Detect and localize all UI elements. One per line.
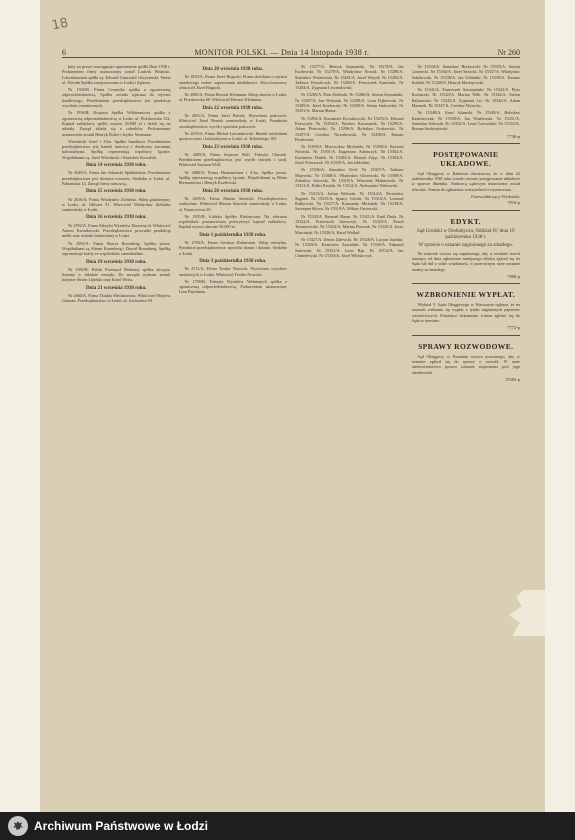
- section-subtitle: Sąd Grodzki w Drohobyczu, Oddział IV, dnia 19 października 1938 r.: [416, 228, 515, 240]
- notice-paragraph: Nr 1920/B. Firma Ceramika spółka z ograniczoną odpowiedzialnością. Spółka została wpisana do rejestru handlowego. Przedmiotem przedsiębiorstwa jest produkcja wyrobów ceramicznych.: [62, 87, 171, 109]
- date-heading: Dnia 26 września 1938 roku.: [202, 188, 264, 194]
- section-subtitle: W sprawie o uznanie zaginionego za zmarłego.: [418, 242, 513, 248]
- notice-paragraph: Nr 2649/A. Firma Jan Adamski Spółdzielnia. Przedmiotem przedsiębiorstwa jest dostawa towarów. Siedziba w Łodzi, ul. Pabianicka 14. Zarząd firmy stanowią.: [62, 170, 171, 186]
- section-title: EDYKT.: [450, 216, 481, 226]
- notice-paragraph: Nr 2000/A. Firma Herszel Kleinman. Sklep obuwia w Łodzi, ul. Piotrkowska 60. Właściciel Herszel Kleinman.: [178, 92, 287, 103]
- page-number: 6: [62, 48, 66, 57]
- notice-paragraph: Nr 2695/A. Firma Marian Stawicki. Przedsiębiorstwo budowlane. Właściciel Marian Stawicki zamieszkały w Łodzi, ul. Narutowicza 20.: [178, 195, 287, 212]
- date-heading: Dnia 1 października 1938 roku.: [199, 232, 267, 238]
- notice-paragraph: Sąd Okręgowy w Poznaniu wzywa pozwanego, aby w terminie zgłosił się do sprawy o rozwód. W razie niestawiennictwa sprawa zostanie rozpoznana pod jego nieobecność.: [411, 353, 520, 375]
- date-heading: Dnia 3 października 1938 roku.: [199, 258, 267, 264]
- notice-paragraph: Nr 2711/A. Firma Teodor Nowicki. Wytwórnia wyrobów metalowych w Łodzi. Właściciel Teodor Nowicki.: [178, 266, 287, 277]
- issue-number: Nr 260: [497, 48, 520, 57]
- section-title: POSTĘPOWANIE UKŁADOWE.: [433, 149, 499, 168]
- notice-paragraph: Nr 15292/A. Kazimierz Kwiatkowski. Nr 15293/A. Edward Krawczyk. Nr 15294/A. Wacław Kaczmarek. Nr 15295/A. Adam Piotrowski. Nr 15296/A. Bolesław Grabowski. Nr 15297/A. Czesław Nowakowski. Nr 15298/A. Roman Pawłowski.: [295, 115, 404, 142]
- column-divider: [412, 335, 521, 336]
- date-heading: Dnia 19 września 1938 roku.: [85, 259, 147, 265]
- notice-paragraph: Nr 2660/A. Firma Tkalnia Mechaniczna. Właściciel Mojżesz Gutman. Przedsiębiorstwo w Łodzi, ul. Zachodnia 58.: [62, 292, 171, 304]
- column-3: [295, 64, 404, 784]
- notice-paragraph: Nr 2616/A. Firma Władysław Zieliński. Sklep galanteryjny w Łodzi, ul. Główna 31. Właściciel Władysław Zieliński zamieszkały w Łodzi.: [62, 196, 171, 213]
- notice-paragraph: Nr 15277/A. Henryk Szymański. Nr 15278/A. Jan Kozłowski. Nr 15279/A. Władysław Nowak. Nr 15280/A. Stanisław Wiśniewski. Nr 15281/A. Józef Wójcik. Nr 15282/A. Tadeusz Kowalczyk. Nr 15283/A. Franciszek Kamiński. Nr 15284/A. Zygmunt Lewandowski.: [295, 64, 404, 91]
- notice-reference: 7808-p: [507, 273, 520, 279]
- scan-margin-right: [545, 0, 575, 812]
- notice-paragraph: kitty na prawo rozciągnięto uprawnienia spółki Dnia 1938 r. Prokurentem firmy ustanowiony został Ludwik Wiśnicki. Likwidatorami spółki są: Edward Grunwald i Kryszinski. Firma ul. Niecała Spółka zarejestrowana w Łodzi i Zgierzu.: [62, 64, 171, 85]
- notice-paragraph: Wierzbicki Józef i S-ka. Spółka handlowa. Przedmiotem przedsiębiorstwa jest handel hurtowy i detaliczny towarami kolonialnymi. Spółkę reprezentują wspólnicy łącznie. Wspólnikami są: Józef Wierzbicki i Stanisław Kowalski.: [62, 138, 171, 160]
- notice-paragraph: Nr 2592/A. Firma Fabryka Wyrobów Drzewnych. Właściciel Antoni Kwiatkowski. Przedsiębiorstwo prowadzi produkcję mebli oraz stolarki budowlanej w Łodzi.: [62, 222, 171, 239]
- notice-paragraph: Nr 15306/A. Stanisław Król. Nr 15307/A. Tadeusz Majewski. Nr 15308/A. Władysław Olszewski. Nr 15309/A. Zdzisław Jaworski. Nr 15310/A. Wincenty Malinowski. Nr 15311/A. Feliks Pawlak. Nr 15312/A. Aleksander Witkowski.: [295, 167, 404, 189]
- notice-paragraph: Sąd Okręgowy w Radomiu obwieszcza, że w dniu 22 października 1938 roku zostało otwarte postępowanie układowe w sprawie dłużnika. Nadzorcą sądowym mianowany został adwokat. Termin do zgłaszania wierzytelności wyznaczono.: [411, 170, 520, 192]
- page-title: MONITOR POLSKI. — Dnia 14 listopada 1938 r.: [194, 48, 370, 57]
- text-columns: [62, 64, 520, 784]
- notice-reference: 7772-p: [507, 325, 520, 331]
- notice-paragraph: Nr 2593/A. Firma Bracia Rosenberg. Spółka jawna. Wspólnikami są Abram Rosenberg i Dawid Rosenberg. Spółkę reprezentuje każdy ze wspólników samodzielnie.: [62, 240, 171, 257]
- pencil-annotation: 18: [50, 15, 70, 34]
- scan-margin-left: [0, 0, 40, 812]
- notice-paragraph: Nr 15327/A. Zenon Zalewski. Nr 15328/A. Lucjan Jasiński. Nr 15329/A. Kazimierz Zawadzki. Nr 15330/A. Edmund Sadowski. Nr 15331/A. Leon Bąk. Nr 15332/A. Jan Chmielewski. Nr 15333/A. Józef Włodarczyk.: [295, 236, 404, 258]
- date-heading: Dnia 16 września 1938 roku.: [85, 215, 147, 221]
- column-2: [179, 64, 288, 784]
- notice-paragraph: Nr 1790/B. Fabryka Wyrobów Wełnianych spółka z ograniczoną odpowiedzialnością. Prokurentem ustanowiony Leon Rajchman.: [178, 278, 287, 295]
- notice-paragraph: Wydział V Sądu Okręgowego w Warszawie ogłasza, że na wniosek wzbrania się wypłat z tytułu zaginionych papierów wartościowych. Posiadacz dokumentu winien zgłosić się do Sądu w terminie.: [411, 302, 520, 324]
- notice-paragraph: Nr 2676/A. Firma Michał Lewandowski. Handel artykułami spożywczymi i kolonialnymi w Łodzi, ul. Kilińskiego 102.: [178, 130, 287, 142]
- column-divider: [412, 143, 521, 144]
- notice-paragraph: Nr 15285/A. Piotr Zieliński. Nr 15286/A. Antoni Szymański. Nr 15287/A. Jan Woźniak. Nr 15288/A. Leon Dąbrowski. Nr 15289/A. Józef Kozłowski. Nr 15290/A. Stefan Jankowski. Nr 15291/A. Marian Mazur.: [295, 92, 404, 114]
- notice-reference: 7730-p: [507, 133, 520, 139]
- date-heading: Dnia 23 września 1938 roku.: [202, 144, 264, 150]
- column-1: [62, 64, 171, 784]
- date-heading: Dnia 20 września 1938 roku.: [202, 67, 264, 72]
- date-heading: Dnia 22 września 1938 roku.: [202, 105, 264, 111]
- notice-paragraph: Nr 15334/A. Stanisław Borkowski. Nr 15335/A. Antoni Czarnecki. Nr 15336/A. Józef Sawicki. Nr 15337/A. Władysław Sokołowski. Nr 15338/A. Jan Urbański. Nr 15339/A. Tomasz Kubiak. Nr 15340/A. Henryk Maciejewski.: [411, 64, 520, 85]
- column-4: [412, 64, 521, 784]
- notice-paragraph: Nr 2686/A. Firma Hermanówna i S-ka. Spółka jawna. Spółkę reprezentują wspólnicy łącznie. Wspólnikami są Maria Hermanówna i Henryk Kozłowski.: [178, 169, 287, 186]
- page-header: [62, 44, 520, 58]
- archive-footer: [0, 812, 575, 840]
- notice-paragraph: Nr 2685/A. Firma Szymon Wolf. Fabryka Chustek. Przedmiotem przedsiębiorstwa jest wyrób chustek i szali. Właściciel Szymon Wolf.: [178, 151, 287, 168]
- notice-reference: 15382-p: [505, 376, 520, 382]
- notice-paragraph: Nr 1955/B. Łódzka Spółka Elektryczna. Na zebraniu wspólników postanowiono podwyższyć kapitał zakładowy. Kapitał wynosi obecnie 50.000 zł.: [178, 213, 287, 230]
- notice-reference: Przewodniczący Wydziału.: [471, 194, 520, 200]
- section-title: SPRAWY ROZWODOWE.: [418, 341, 514, 351]
- notice-paragraph: Nr 2651/A. Firma Józef Beniek. Wytwórnia pończoch. Właściciel Józef Beniek zamieszkały w Łodzi. Przedmiot przedsiębiorstwa: wyrób i sprzedaż pończoch.: [178, 113, 287, 129]
- notice-reference: 7816-p: [507, 200, 520, 206]
- archive-name: Archiwum Państwowe w Łodzi: [34, 819, 209, 833]
- notice-paragraph: Nr 15299/A. Mieczysław Michalski. Nr 15300/A. Ryszard Nowicki. Nr 15301/A. Eugeniusz Adamczyk. Nr 15302/A. Kazimierz Dudek. Nr 15303/A. Henryk Zając. Nr 15304/A. Józef Wieczorek. Nr 15305/A. Jan Jabłoński.: [295, 144, 404, 166]
- notice-paragraph: Nr 1990/B. Polski Przemysł Wełniany spółka akcyjna. Zmiany w składzie zarządu. Do zarządu wybrani zostali inżynier Stefan Lipiński oraz Karol Weiss.: [62, 266, 171, 283]
- column-divider: [412, 210, 521, 211]
- notice-paragraph: Nr 2700/A. Firma Gershon Rubinstein. Sklep tekstylny. Przedmiot przedsiębiorstwa: sprzedaż tkanin i dzianin. Siedziba w Łodzi.: [178, 240, 287, 256]
- eagle-emblem-icon: [8, 816, 28, 836]
- notice-paragraph: Nr 15348/A. Józef Adamski. Nr 15349/A. Bolesław Kaźmierczak. Nr 15350/A. Jan Wasilewski. Nr 15351/A. Stanisław Sobczak. Nr 15352/A. Leon Czerwiński. Nr 15353/A. Roman Andrzejewski.: [411, 110, 520, 132]
- date-heading: Dnia 14 września 1938 roku.: [85, 163, 147, 169]
- notice-paragraph: Nr 15313/A. Julian Walczak. Nr 15314/A. Bronisław Stępień. Nr 15315/A. Ignacy Górski. Nr 15316/A. Leonard Rutkowski. Nr 15317/A. Konstanty Michalak. Nr 15318/A. Szczepan Sikora. Nr 15319/A. Wiktor Ostrowski.: [295, 190, 404, 212]
- notice-paragraph: Nr 1830/A. Firma Józef Bogucki. Firma skreślona z rejestru handlowego wobec zaprzestania działalności. Dotychczasowy właściciel Józef Bogucki.: [178, 74, 287, 90]
- notice-paragraph: Nr 15341/A. Franciszek Szczepański. Nr 15342/A. Piotr Kucharski. Nr 15343/A. Marian Wilk. Nr 15344/A. Stefan Kalinowski. Nr 15345/A. Zygmunt Lis. Nr 15346/A. Adam Mazurek. Nr 15347/A. Czesław Wysocki.: [411, 87, 520, 109]
- date-heading: Dnia 15 września 1938 roku.: [85, 189, 147, 195]
- column-divider: [412, 283, 521, 284]
- section-title: WZBRONIENIE WYPŁAT.: [416, 290, 515, 300]
- notice-paragraph: Nr 15320/A. Bernard Baran. Nr 15321/A. Emil Duda. Nr 15322/A. Franciszek Szewczyk. Nr 15323/A. Paweł Tomaszewski. Nr 15324/A. Marian Pietrzak. Nr 15325/A. Jerzy Marciniak. Nr 15326/A. Karol Wróbel.: [295, 213, 404, 235]
- date-heading: Dnia 21 września 1938 roku.: [85, 285, 147, 291]
- notice-paragraph: Nr 1936/B. Krajowa Spółka Włókiennicza spółka z ograniczoną odpowiedzialnością w Łodzi, ul. Piotrkowska 132. Kapitał zakładowy spółki wynosi 20.000 zł i dzieli się na udziały. Zarząd składa się z członków. Prokurentami ustanowieni zostali Henryk Fisher i Izydor Neumann.: [62, 110, 171, 137]
- notice-paragraph: Na wniosek wzywa się zaginionego, aby w terminie trzech miesięcy od dnia ogłoszenia niniejszego edyktu zgłosił się do Sądu lub dał o sobie wiadomość, w przeciwnym razie zostanie uznany za zmarłego.: [411, 250, 520, 272]
